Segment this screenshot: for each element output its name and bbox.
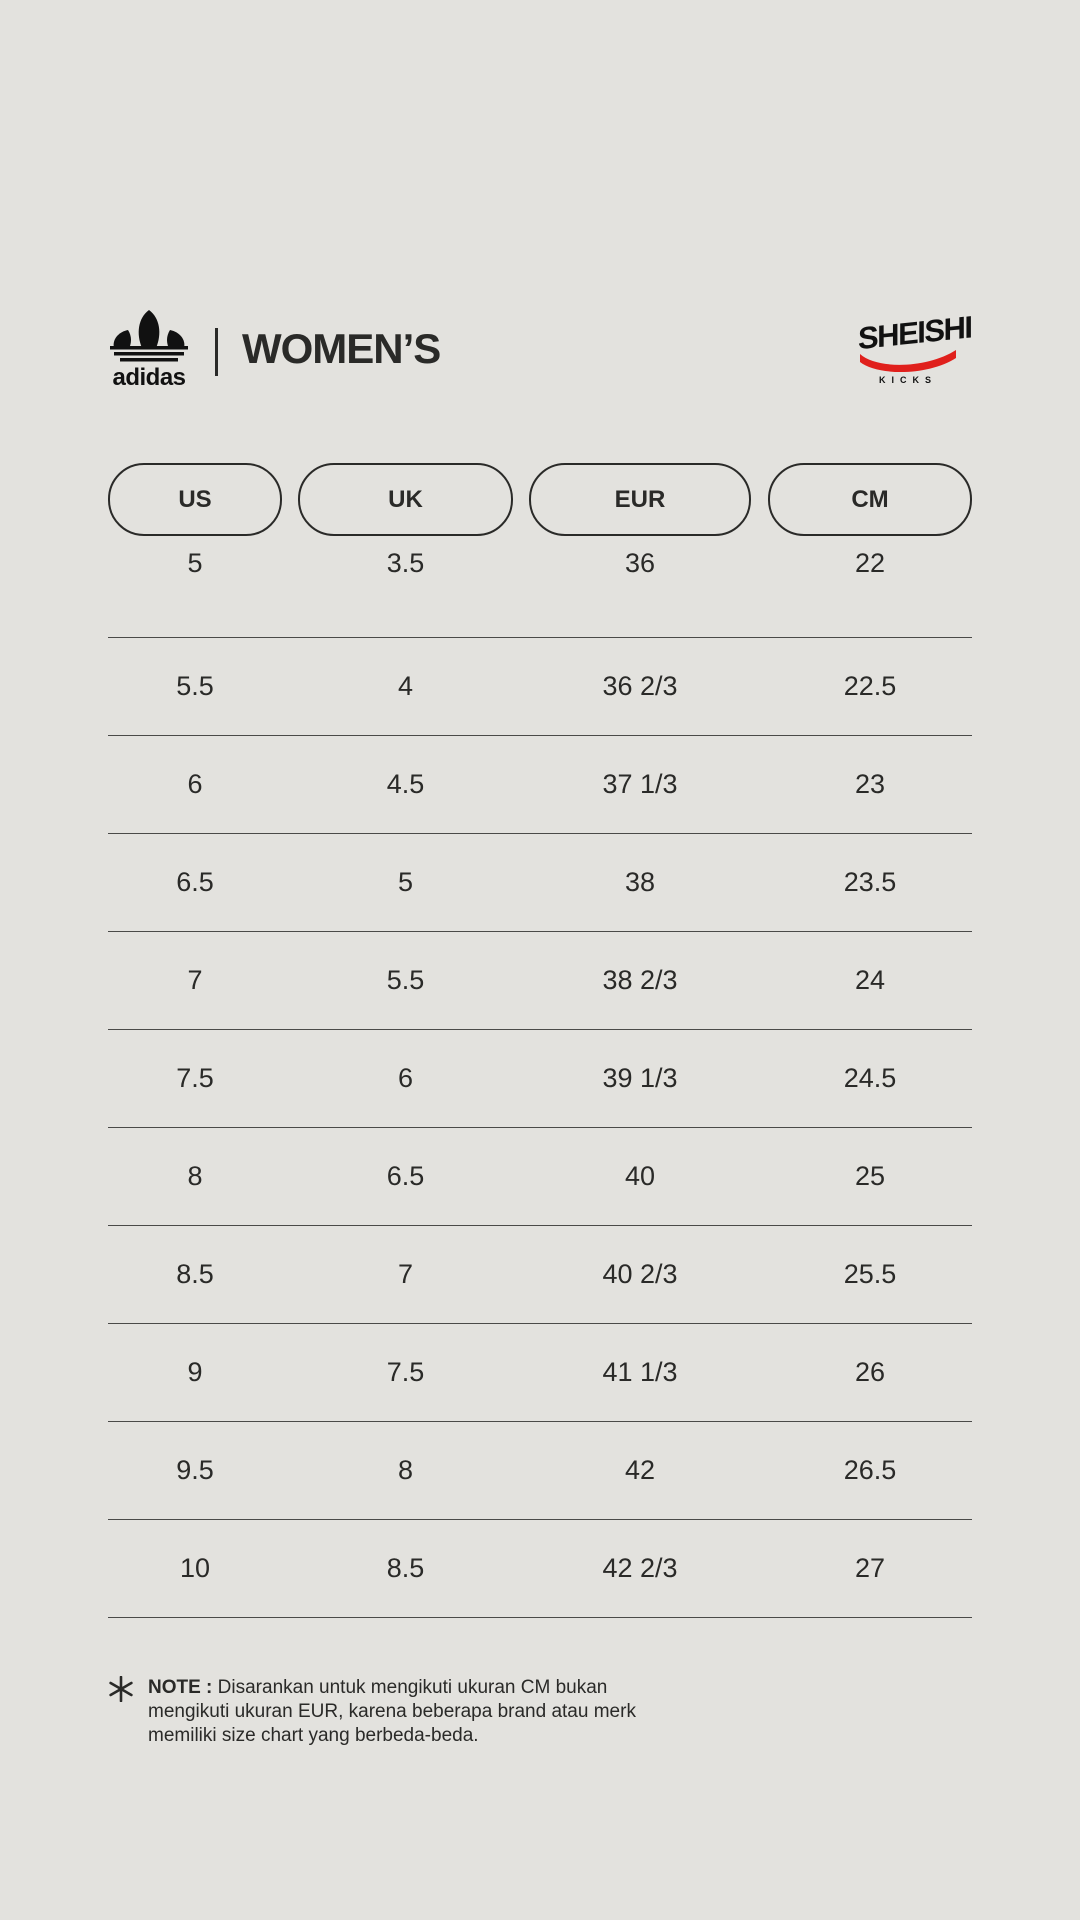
page-title: WOMEN’S — [242, 325, 441, 372]
cell-us: 9 — [187, 1357, 203, 1387]
trefoil-icon — [108, 308, 190, 364]
adidas-logo — [108, 308, 190, 392]
table-row — [108, 736, 972, 834]
table-row — [108, 638, 972, 736]
note-body: Disarankan untuk mengikuti ukuran CM bukan mengikuti ukuran EUR, karena beberapa brand atau merk memiliki size chart yang berbeda-beda. — [148, 1677, 636, 1746]
cell-cm: 26 — [854, 1357, 886, 1387]
sheishi-kicks-logo — [858, 309, 972, 390]
table-row — [108, 834, 972, 932]
cell-eur: 38 — [624, 867, 656, 897]
cell-uk: 4.5 — [386, 769, 425, 799]
cell-us: 6 — [187, 769, 203, 799]
header — [108, 308, 972, 394]
table-row — [108, 932, 972, 1030]
cell-us: 5 — [187, 548, 203, 578]
cell-cm: 25 — [854, 1161, 886, 1191]
header-pill-cm: CM — [768, 463, 972, 536]
note-text — [148, 1676, 648, 1748]
adidas-wordmark: adidas — [112, 364, 186, 391]
cell-us: 6.5 — [176, 867, 214, 897]
table-row — [108, 1520, 972, 1618]
cell-us: 9.5 — [176, 1455, 214, 1485]
cell-eur: 36 2/3 — [602, 671, 678, 701]
cell-us: 8.5 — [176, 1259, 214, 1289]
table-header-row — [108, 463, 972, 536]
sheishi-wordmark: SHEISHI — [858, 309, 972, 357]
header-pill-eur: EUR — [529, 463, 751, 536]
header-pill-us: US — [108, 463, 282, 536]
cell-us: 7.5 — [176, 1063, 214, 1093]
cell-uk: 8 — [397, 1455, 414, 1485]
cell-us: 8 — [187, 1161, 203, 1191]
cell-uk: 6.5 — [386, 1161, 425, 1191]
table-row — [108, 1128, 972, 1226]
cell-eur: 42 2/3 — [602, 1553, 678, 1583]
cell-eur: 39 1/3 — [602, 1063, 678, 1093]
table-body — [108, 536, 972, 1618]
cell-uk: 7.5 — [386, 1357, 425, 1387]
cell-cm: 22 — [854, 548, 886, 578]
header-divider — [215, 328, 218, 376]
cell-cm: 24.5 — [843, 1063, 897, 1093]
cell-eur: 37 1/3 — [602, 769, 678, 799]
cell-cm: 24 — [854, 965, 886, 995]
cell-uk: 4 — [397, 671, 414, 701]
table-row — [108, 1324, 972, 1422]
size-chart-table — [108, 463, 972, 1618]
cell-eur: 40 2/3 — [602, 1259, 678, 1289]
asterisk-icon — [108, 1676, 134, 1702]
note-label: NOTE : — [148, 1677, 213, 1698]
cell-eur: 38 2/3 — [602, 965, 678, 995]
cell-eur: 36 — [624, 548, 656, 578]
cell-uk: 5.5 — [386, 965, 425, 995]
table-row — [108, 1030, 972, 1128]
cell-eur: 42 — [624, 1455, 656, 1485]
cell-cm: 26.5 — [843, 1455, 897, 1485]
cell-cm: 23.5 — [843, 867, 897, 897]
cell-eur: 41 1/3 — [602, 1357, 678, 1387]
header-pill-uk: UK — [298, 463, 513, 536]
cell-eur: 40 — [624, 1161, 656, 1191]
cell-us: 7 — [187, 965, 203, 995]
cell-cm: 27 — [854, 1553, 886, 1583]
cell-cm: 22.5 — [843, 671, 897, 701]
cell-uk: 7 — [397, 1259, 414, 1289]
cell-uk: 8.5 — [386, 1553, 425, 1583]
kicks-subtitle: KICKS — [878, 375, 937, 385]
cell-uk: 3.5 — [386, 548, 425, 578]
cell-uk: 5 — [397, 867, 414, 897]
table-row — [108, 1226, 972, 1324]
cell-cm: 25.5 — [843, 1259, 897, 1289]
table-row — [108, 536, 972, 638]
cell-us: 5.5 — [176, 671, 214, 701]
table-row — [108, 1422, 972, 1520]
cell-uk: 6 — [397, 1063, 414, 1093]
cell-cm: 23 — [854, 769, 886, 799]
cell-us: 10 — [179, 1553, 211, 1583]
